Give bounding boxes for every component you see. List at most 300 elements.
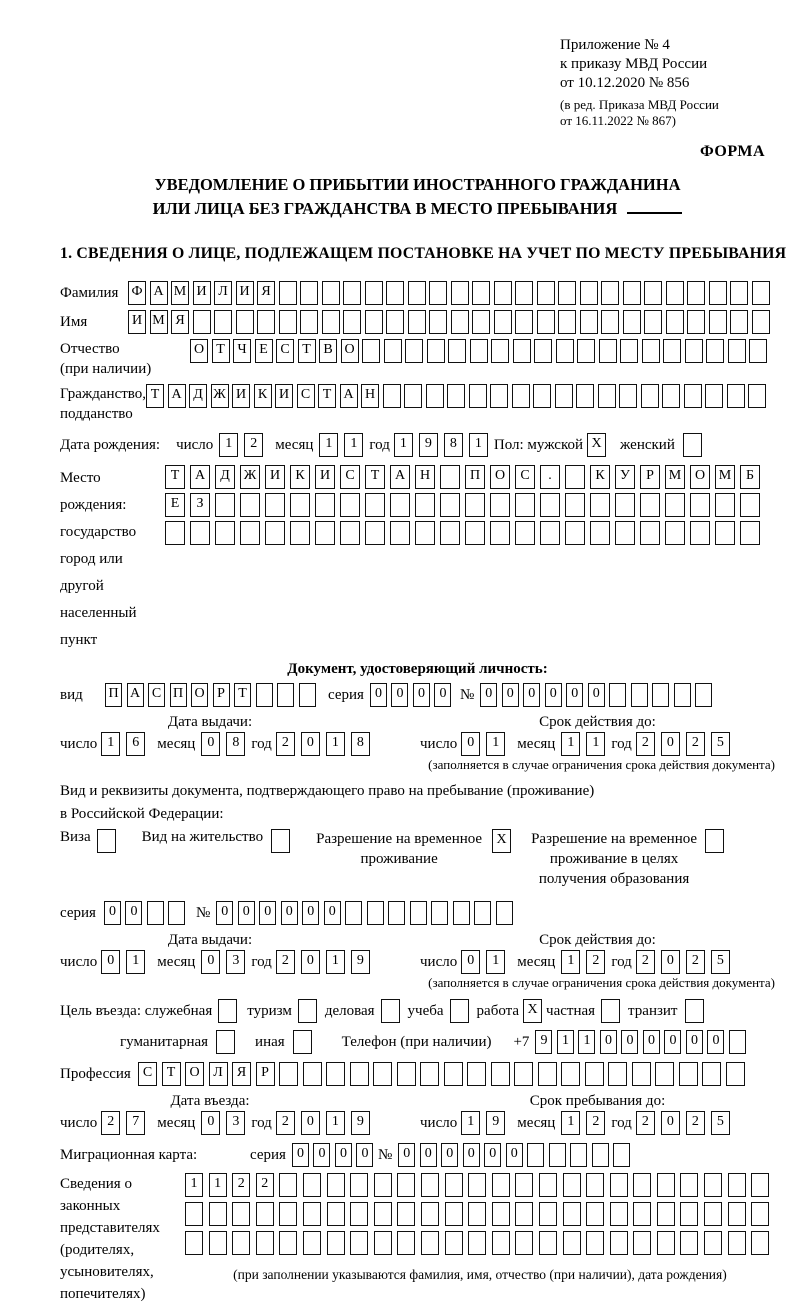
legal-cells-3	[185, 1231, 775, 1255]
char-cell	[168, 901, 185, 925]
char-cell: Ж	[211, 384, 229, 408]
char-cell	[515, 310, 533, 334]
char-cell	[590, 493, 610, 517]
char-cell	[706, 339, 724, 363]
char-cell	[665, 521, 685, 545]
char-cell	[730, 281, 748, 305]
char-cell	[427, 339, 445, 363]
char-cell: 0	[661, 732, 680, 756]
char-cell	[704, 1173, 722, 1197]
section1-heading: 1. СВЕДЕНИЯ О ЛИЦЕ, ПОДЛЕЖАЩЕМ ПОСТАНОВКЕ НА УЧЕТ ПО МЕСТУ ПРЕБЫВАНИЯ	[60, 245, 787, 262]
char-cell	[265, 521, 285, 545]
char-cell: 0	[566, 683, 583, 707]
char-cell	[527, 1143, 544, 1167]
char-cell: 1	[326, 1111, 345, 1135]
char-cell	[623, 281, 641, 305]
char-cell	[365, 281, 383, 305]
legal-cells-2	[185, 1202, 775, 1226]
char-cell	[469, 384, 487, 408]
legal-cells-1	[185, 1173, 775, 1197]
char-cell	[556, 339, 574, 363]
migration-series-cells	[292, 1143, 378, 1167]
purpose-row	[60, 999, 775, 1023]
char-cell	[709, 310, 727, 334]
char-cell	[663, 339, 681, 363]
char-cell: 1	[344, 433, 363, 457]
char-cell	[215, 493, 235, 517]
residence-valid-year-cells	[636, 950, 736, 974]
study-checkbox	[450, 999, 469, 1023]
char-cell: О	[341, 339, 359, 363]
char-cell	[585, 1062, 604, 1086]
char-cell: Т	[146, 384, 164, 408]
char-cell: А	[150, 281, 168, 305]
char-cell: В	[319, 339, 337, 363]
char-cell	[256, 1202, 274, 1226]
char-cell	[565, 521, 585, 545]
char-cell	[680, 1231, 698, 1255]
char-cell	[652, 683, 669, 707]
form-title-line2-text: ИЛИ ЛИЦА БЕЗ ГРАЖДАНСТВА В МЕСТО ПРЕБЫВАНИЯ	[152, 199, 618, 218]
year-label: год	[611, 953, 632, 970]
doc-issue-date-group	[60, 732, 420, 756]
char-cell	[586, 1202, 604, 1226]
char-cell: Т	[162, 1062, 181, 1086]
char-cell	[690, 493, 710, 517]
char-cell	[232, 1231, 250, 1255]
char-cell: А	[340, 384, 358, 408]
char-cell	[633, 1173, 651, 1197]
char-cell	[576, 384, 594, 408]
name-cells	[128, 310, 773, 334]
char-cell	[751, 1231, 769, 1255]
char-cell	[565, 465, 585, 489]
char-cell	[515, 1202, 533, 1226]
char-cell	[362, 339, 380, 363]
char-cell: Е	[165, 493, 185, 517]
char-cell: 1	[561, 732, 580, 756]
month-label: месяц	[517, 735, 556, 752]
residence-dates-row	[60, 950, 775, 974]
other-checkbox	[293, 1030, 312, 1054]
char-cell: 1	[561, 950, 580, 974]
form-title	[60, 173, 775, 221]
char-cell: 0	[201, 1111, 220, 1135]
char-cell	[451, 281, 469, 305]
char-cell: 0	[502, 683, 519, 707]
char-cell	[494, 310, 512, 334]
char-cell: 1	[486, 732, 505, 756]
char-cell	[610, 1231, 628, 1255]
residence-series-cells	[104, 901, 190, 925]
char-cell: 0	[313, 1143, 330, 1167]
char-cell	[415, 521, 435, 545]
char-cell: Н	[361, 384, 379, 408]
char-cell	[340, 493, 360, 517]
char-cell: 0	[391, 683, 408, 707]
char-cell	[386, 310, 404, 334]
surname-row	[60, 281, 775, 305]
birth-year-cells	[394, 433, 494, 457]
year-label: год	[251, 1114, 272, 1131]
char-cell	[147, 901, 164, 925]
char-cell: О	[690, 465, 710, 489]
residence-valid-until-header: Срок действия до:	[539, 932, 656, 948]
char-cell: Р	[213, 683, 230, 707]
char-cell: 0	[259, 901, 276, 925]
char-cell: 0	[643, 1030, 660, 1054]
char-cell	[209, 1231, 227, 1255]
char-cell	[633, 1231, 651, 1255]
char-cell	[492, 1202, 510, 1226]
char-cell	[468, 1173, 486, 1197]
char-cell: П	[105, 683, 122, 707]
char-cell	[429, 281, 447, 305]
char-cell	[444, 1062, 463, 1086]
char-cell: 9	[535, 1030, 552, 1054]
char-cell	[343, 281, 361, 305]
legal-label-line3: представителях	[60, 1220, 160, 1236]
char-cell	[563, 1202, 581, 1226]
gender-female-label: женский	[620, 436, 675, 453]
char-cell	[549, 1143, 566, 1167]
char-cell: 2	[636, 950, 655, 974]
char-cell: А	[190, 465, 210, 489]
char-cell: 0	[238, 901, 255, 925]
char-cell	[185, 1202, 203, 1226]
char-cell	[644, 310, 662, 334]
char-cell	[322, 281, 340, 305]
char-cell	[662, 384, 680, 408]
char-cell	[448, 339, 466, 363]
legal-representatives-row	[60, 1173, 775, 1305]
char-cell	[265, 493, 285, 517]
char-cell: У	[615, 465, 635, 489]
month-label: месяц	[275, 436, 314, 453]
char-cell: 2	[101, 1111, 120, 1135]
doc-number-cells	[480, 683, 717, 707]
char-cell	[390, 521, 410, 545]
purpose-official-label: Цель въезда: служебная	[60, 1002, 213, 1019]
char-cell	[740, 521, 760, 545]
char-cell	[343, 310, 361, 334]
char-cell: 0	[398, 1143, 415, 1167]
char-cell: И	[265, 465, 285, 489]
header-subline: (в ред. Приказа МВД России	[560, 97, 719, 112]
char-cell: К	[290, 465, 310, 489]
char-cell: Л	[214, 281, 232, 305]
month-label: месяц	[157, 953, 196, 970]
char-cell: 0	[301, 1111, 320, 1135]
char-cell	[690, 521, 710, 545]
char-cell: 1	[319, 433, 338, 457]
char-cell: К	[590, 465, 610, 489]
char-cell: 0	[463, 1143, 480, 1167]
char-cell	[515, 521, 535, 545]
char-cell: 2	[586, 950, 605, 974]
legal-label-line6: попечителях)	[60, 1286, 146, 1302]
char-cell	[490, 521, 510, 545]
char-cell	[728, 1173, 746, 1197]
residence-valid-note: (заполняется в случае ограничения срока действия документа)	[428, 975, 775, 990]
day-label: число	[420, 1114, 458, 1131]
tourism-checkbox	[298, 999, 317, 1023]
char-cell: 0	[523, 683, 540, 707]
char-cell	[300, 310, 318, 334]
char-cell	[384, 339, 402, 363]
char-cell: 0	[480, 683, 497, 707]
char-cell: 2	[686, 1111, 705, 1135]
char-cell	[279, 1062, 298, 1086]
char-cell: 0	[707, 1030, 724, 1054]
char-cell: 1	[326, 732, 345, 756]
char-cell: Т	[212, 339, 230, 363]
doc-issue-date-header: Дата выдачи:	[167, 714, 253, 730]
doc-number-label: №	[459, 686, 475, 703]
other-label: иная	[255, 1033, 285, 1050]
birth-place-row	[60, 465, 775, 654]
char-cell: И	[275, 384, 293, 408]
char-cell: 1	[561, 1111, 580, 1135]
char-cell	[561, 1062, 580, 1086]
char-cell	[440, 493, 460, 517]
char-cell	[715, 521, 735, 545]
birth-month-cells	[319, 433, 369, 457]
char-cell	[408, 310, 426, 334]
char-cell	[303, 1173, 321, 1197]
char-cell	[410, 901, 427, 925]
citizenship-cells	[146, 384, 770, 408]
temp-residence-label-line2: проживание	[360, 851, 438, 867]
header-subline: от 16.11.2022 № 867)	[560, 113, 677, 128]
char-cell	[728, 339, 746, 363]
char-cell	[613, 1143, 630, 1167]
char-cell: 0	[545, 683, 562, 707]
char-cell: Н	[415, 465, 435, 489]
patronymic-label	[60, 339, 190, 379]
char-cell	[303, 1062, 322, 1086]
char-cell: 0	[686, 1030, 703, 1054]
char-cell	[512, 384, 530, 408]
char-cell: Е	[255, 339, 273, 363]
char-cell	[704, 1231, 722, 1255]
char-cell: С	[297, 384, 315, 408]
char-cell	[598, 384, 616, 408]
char-cell	[190, 521, 210, 545]
residence-series-row	[60, 901, 775, 925]
doc-kind-cells	[105, 683, 320, 707]
char-cell	[279, 1231, 297, 1255]
doc-series-cells	[370, 683, 456, 707]
char-cell	[431, 901, 448, 925]
char-cell	[728, 1231, 746, 1255]
char-cell: 0	[441, 1143, 458, 1167]
char-cell	[534, 339, 552, 363]
work-label: работа	[476, 1002, 520, 1019]
female-checkbox	[683, 433, 702, 457]
doc-kind-row	[60, 683, 775, 707]
visa-label: Виза	[60, 829, 91, 845]
char-cell	[695, 683, 712, 707]
residence-permit-label: Вид на жительство	[141, 829, 264, 845]
char-cell	[214, 310, 232, 334]
header-line: к приказу МВД России	[560, 56, 708, 72]
char-cell	[555, 384, 573, 408]
char-cell	[640, 521, 660, 545]
temp-residence-edu-checkbox	[705, 829, 724, 853]
legal-representatives-label	[60, 1173, 185, 1305]
char-cell	[472, 310, 490, 334]
residence-number-cells	[216, 901, 517, 925]
char-cell	[539, 1231, 557, 1255]
char-cell	[702, 1062, 721, 1086]
char-cell	[397, 1231, 415, 1255]
char-cell	[397, 1062, 416, 1086]
char-cell: Т	[298, 339, 316, 363]
char-cell: 0	[621, 1030, 638, 1054]
residence-number-label: №	[195, 904, 211, 921]
tourism-label: туризм	[247, 1002, 292, 1019]
birth-place-label-line1: Место рождения:	[60, 470, 127, 513]
char-cell	[421, 1173, 439, 1197]
char-cell: 2	[636, 732, 655, 756]
char-cell	[420, 1062, 439, 1086]
citizenship-label-line2: подданство	[60, 406, 133, 422]
char-cell	[665, 493, 685, 517]
residence-issue-year-cells	[276, 950, 376, 974]
char-cell: 0	[125, 901, 142, 925]
char-cell	[514, 1062, 533, 1086]
char-cell: М	[150, 310, 168, 334]
day-label: число	[60, 1114, 98, 1131]
char-cell	[644, 281, 662, 305]
char-cell: Я	[257, 281, 275, 305]
char-cell	[666, 310, 684, 334]
char-cell: 0	[600, 1030, 617, 1054]
char-cell	[468, 1231, 486, 1255]
char-cell: Д	[215, 465, 235, 489]
char-cell	[279, 1173, 297, 1197]
char-cell	[327, 1231, 345, 1255]
char-cell: 1	[209, 1173, 227, 1197]
study-label: учеба	[407, 1002, 444, 1019]
char-cell: 2	[276, 732, 295, 756]
char-cell	[674, 683, 691, 707]
char-cell	[687, 281, 705, 305]
char-cell	[751, 1173, 769, 1197]
char-cell: 2	[276, 1111, 295, 1135]
char-cell: 2	[244, 433, 263, 457]
char-cell: И	[193, 281, 211, 305]
char-cell	[421, 1202, 439, 1226]
doc-valid-date-group	[420, 732, 775, 756]
char-cell	[539, 1202, 557, 1226]
char-cell	[240, 521, 260, 545]
profession-label: Профессия	[60, 1065, 131, 1082]
char-cell	[445, 1202, 463, 1226]
residence-issue-month-cells	[201, 950, 251, 974]
birth-place-cells-1	[165, 465, 765, 489]
char-cell: 0	[301, 732, 320, 756]
entry-dates-row	[60, 1111, 775, 1135]
char-cell: Ч	[233, 339, 251, 363]
char-cell: 0	[101, 950, 120, 974]
char-cell: 0	[104, 901, 121, 925]
char-cell: Л	[209, 1062, 228, 1086]
char-cell: 2	[276, 950, 295, 974]
char-cell	[586, 1231, 604, 1255]
char-cell	[185, 1231, 203, 1255]
char-cell	[730, 310, 748, 334]
char-cell	[232, 1202, 250, 1226]
char-cell	[240, 493, 260, 517]
temp-residence-edu-label-line1: Разрешение на временное	[531, 831, 698, 847]
char-cell	[680, 1202, 698, 1226]
birth-place-label-line4: населенный пункт	[60, 605, 137, 648]
char-cell: 5	[711, 732, 730, 756]
char-cell	[748, 384, 766, 408]
char-cell: 1	[461, 1111, 480, 1135]
char-cell	[515, 1231, 533, 1255]
year-label: год	[251, 735, 272, 752]
year-label: год	[611, 735, 632, 752]
char-cell	[327, 1173, 345, 1197]
char-cell	[610, 1173, 628, 1197]
char-cell	[655, 1062, 674, 1086]
char-cell	[445, 1231, 463, 1255]
char-cell: И	[128, 310, 146, 334]
private-label: частная	[546, 1002, 596, 1019]
char-cell: Т	[165, 465, 185, 489]
char-cell	[326, 1062, 345, 1086]
char-cell: 1	[126, 950, 145, 974]
humanitarian-label: гуманитарная	[120, 1033, 209, 1050]
legal-label-line1: Сведения о	[60, 1176, 132, 1192]
doc-issue-month-cells	[201, 732, 251, 756]
char-cell	[277, 683, 294, 707]
char-cell	[465, 493, 485, 517]
doc-date-headers	[60, 714, 775, 731]
char-cell	[279, 1202, 297, 1226]
char-cell: О	[191, 683, 208, 707]
char-cell: Р	[256, 1062, 275, 1086]
char-cell: 0	[506, 1143, 523, 1167]
char-cell	[429, 310, 447, 334]
char-cell	[533, 384, 551, 408]
char-cell	[752, 310, 770, 334]
char-cell	[447, 384, 465, 408]
char-cell: Т	[318, 384, 336, 408]
char-cell: 1	[394, 433, 413, 457]
char-cell	[538, 1062, 557, 1086]
char-cell: 0	[420, 1143, 437, 1167]
char-cell	[640, 493, 660, 517]
residence-doc-line1: Вид и реквизиты документа, подтверждающего право на пребывание (проживание)	[60, 783, 595, 799]
char-cell	[563, 1231, 581, 1255]
char-cell	[631, 683, 648, 707]
char-cell	[474, 901, 491, 925]
char-cell	[601, 281, 619, 305]
day-label: число	[176, 436, 214, 453]
citizenship-row	[60, 384, 775, 424]
doc-dates-row	[60, 732, 775, 756]
char-cell	[726, 1062, 745, 1086]
char-cell: 3	[226, 950, 245, 974]
char-cell	[451, 310, 469, 334]
entry-date-header: Дата въезда:	[170, 1093, 250, 1109]
char-cell	[367, 901, 384, 925]
char-cell	[383, 384, 401, 408]
